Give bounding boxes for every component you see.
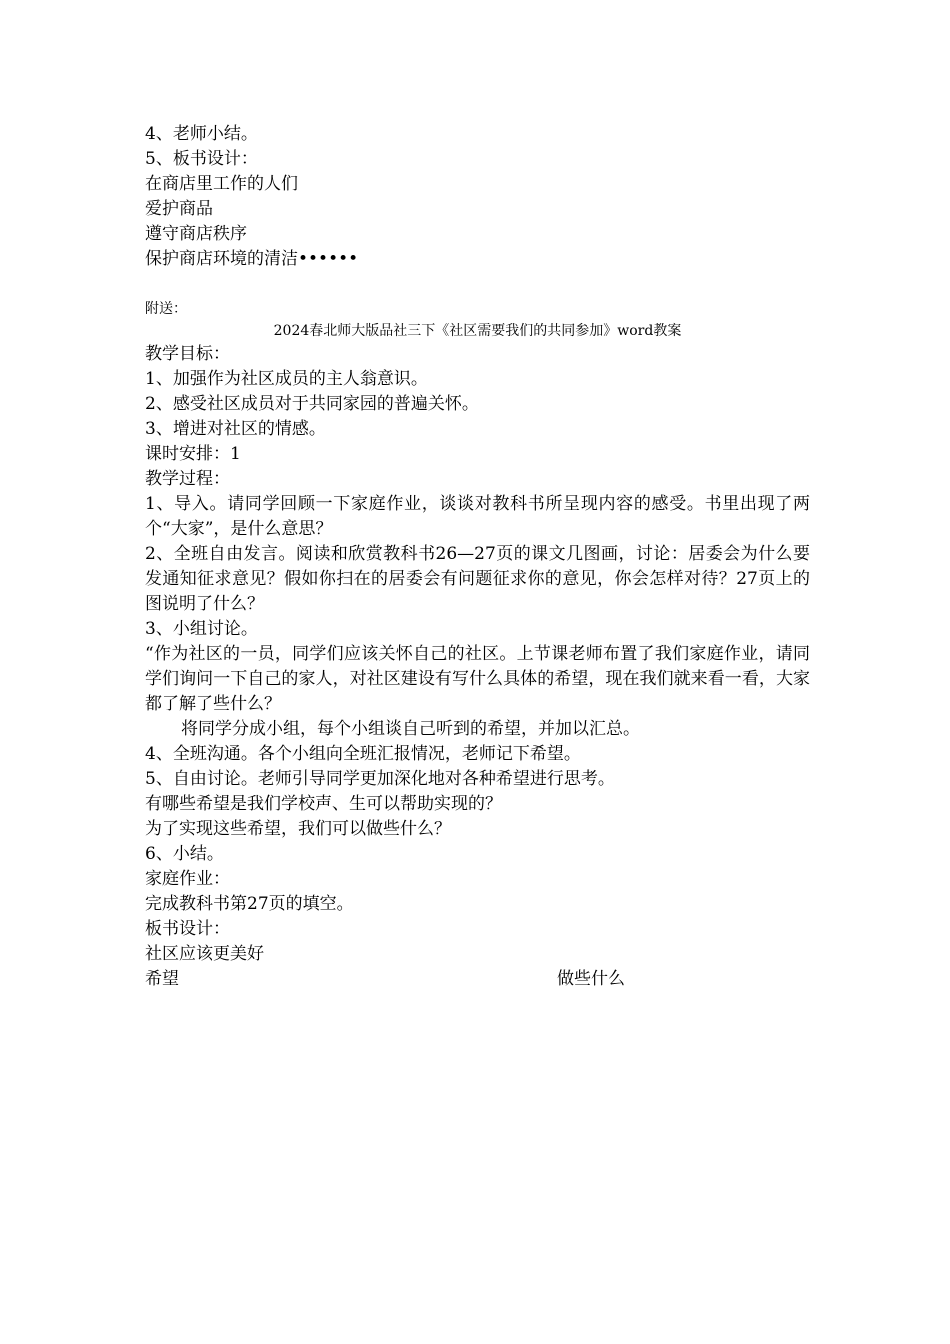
lesson-time: 课时安排：1 (145, 444, 241, 464)
text-line: 在商店里工作的人们 (145, 174, 298, 194)
quote-paragraph: “作为社区的一员，同学们应该关怀自己的社区。上节课老师布置了我们家庭作业，请同学们询问一下自己的家人，对社区建设有写什么具体的希望，现在我们就来看一看，大家都了解了些什么？ (145, 644, 810, 714)
section-heading: 教学过程： (145, 469, 230, 489)
homework-text: 完成教科书第27页的填空。 (145, 894, 354, 914)
question-line: 为了实现这些希望，我们可以做些什么？ (145, 819, 451, 839)
process-step: 3、小组讨论。 (145, 619, 258, 639)
process-step: 1、导入。请同学回顾一下家庭作业，谈谈对教科书所呈现内容的感受。书里出现了两个“大家”，是什么意思？ (145, 494, 810, 539)
question-line: 有哪些希望是我们学校声、生可以帮助实现的？ (145, 794, 502, 814)
board-right: 做些什么 (557, 969, 625, 989)
process-step: 5、自由讨论。老师引导同学更加深化地对各种希望进行思考。 (145, 769, 615, 789)
goal-item: 2、感受社区成员对于共同家园的普遍关怀。 (145, 394, 479, 414)
goal-item: 3、增进对社区的情感。 (145, 419, 326, 439)
text-line: 遵守商店秩序 (145, 224, 247, 244)
text-line: 5、板书设计： (145, 149, 258, 169)
document-page (145, 122, 810, 992)
spacer (145, 272, 810, 298)
text-line: 保护商店环境的清洁•••••• (145, 249, 359, 269)
section-heading: 家庭作业： (145, 869, 230, 889)
document-title: 2024春北师大版品社三下《社区需要我们的共同参加》word教案 (273, 323, 682, 339)
section-heading: 教学目标： (145, 344, 230, 364)
process-step: 6、小结。 (145, 844, 224, 864)
text-line: 爱护商品 (145, 199, 213, 219)
process-step: 将同学分成小组，每个小组谈自己听到的希望，并加以汇总。 (181, 719, 640, 739)
appendix-label: 附送： (145, 301, 187, 317)
board-left: 希望 (145, 969, 179, 989)
board-columns (145, 967, 810, 992)
process-step: 2、全班自由发言。阅读和欣赏教科书26—27页的课文几图画，讨论：居委会为什么要发通知征求意见？假如你扫在的居委会有问题征求你的意见，你会怎样对待？27页上的图说明了什么？ (145, 544, 810, 614)
goal-item: 1、加强作为社区成员的主人翁意识。 (145, 369, 428, 389)
text-line: 4、老师小结。 (145, 124, 258, 144)
board-title: 社区应该更美好 (145, 944, 264, 964)
section-heading: 板书设计： (145, 919, 230, 939)
process-step: 4、全班沟通。各个小组向全班汇报情况，老师记下希望。 (145, 744, 581, 764)
